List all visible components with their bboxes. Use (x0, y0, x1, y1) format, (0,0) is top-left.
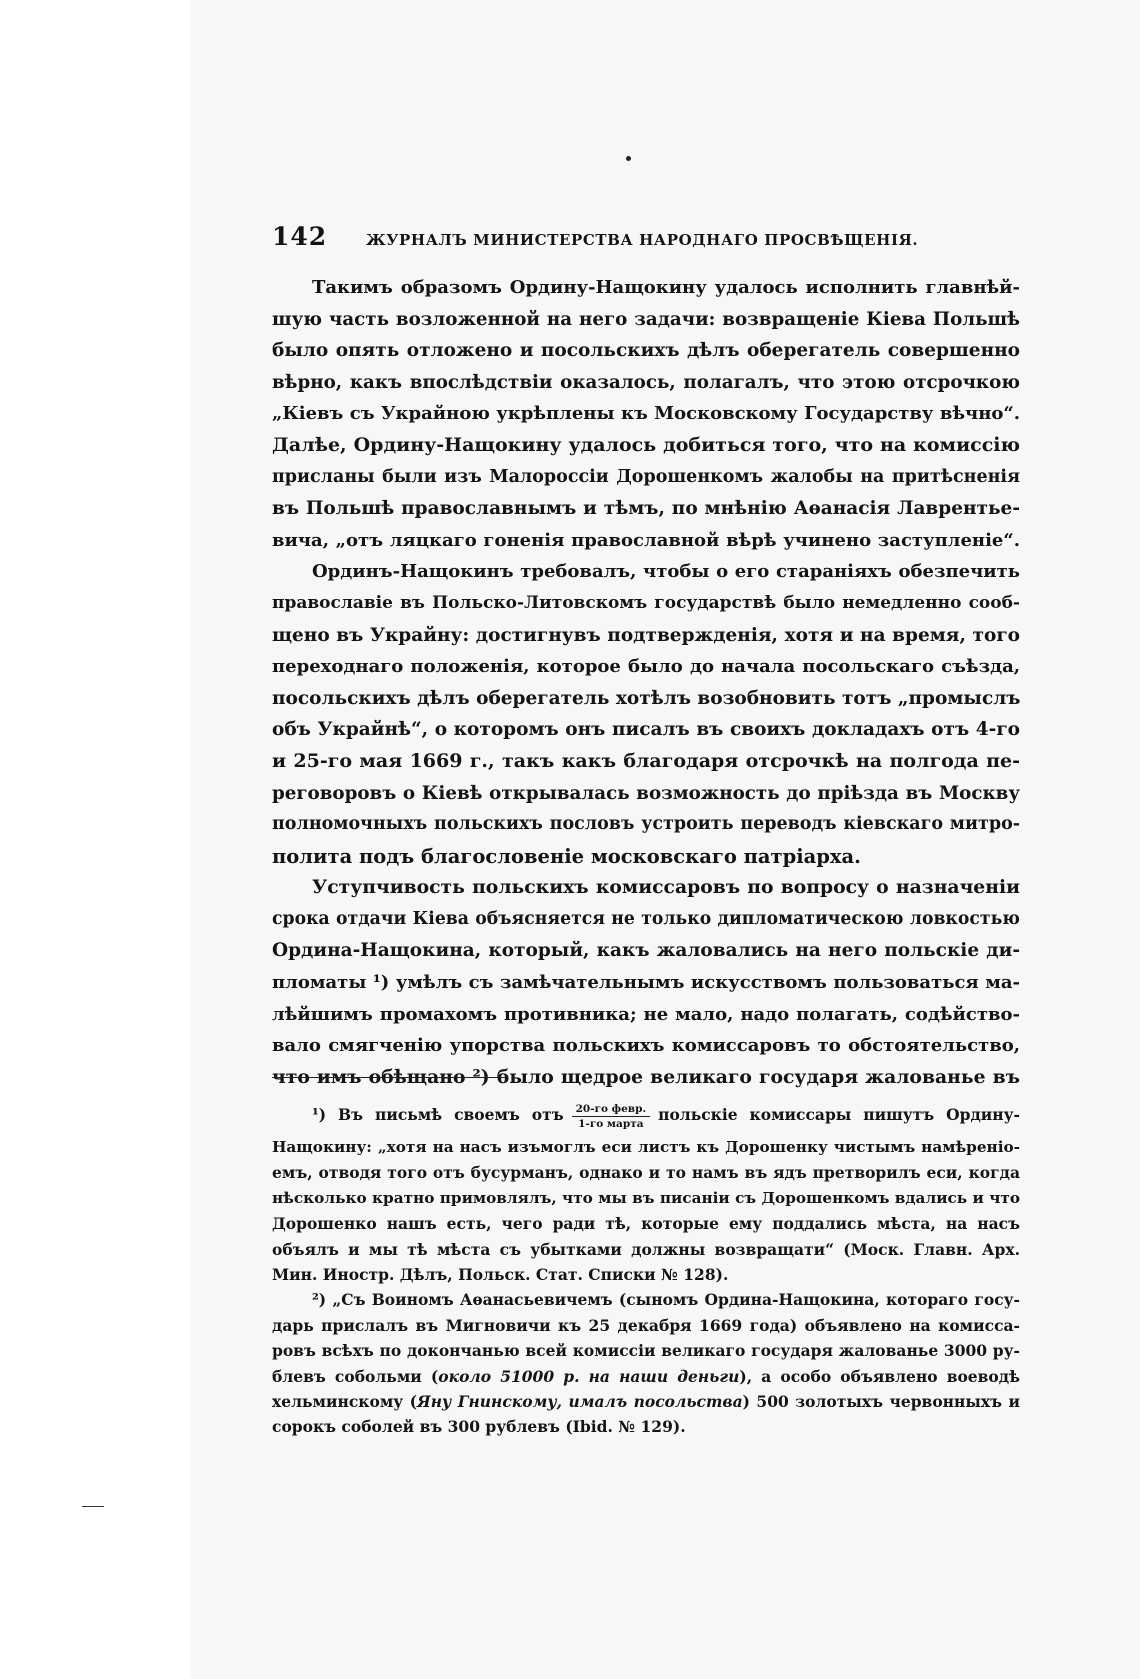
text-line: и 25-го мая 1669 г., такъ какъ благодаря отсрочкѣ на полгода пе- (272, 749, 1020, 772)
journal-title: ЖУРНАЛЪ МИНИСТЕРСТВА НАРОДНАГО ПРОСВѢЩЕНІЯ. (366, 231, 919, 249)
text-line: шую часть возложенной на него задачи: возвращеніе Кіева Польшѣ (272, 308, 1020, 330)
text-line: посольскихъ дѣлъ оберегатель хотѣлъ возобновить тотъ „промыслъ (272, 687, 1020, 709)
footnote-1-line: Нащокину: „хотя на насъ изъмоглъ еси листъ къ Дорошенку чистымъ намѣреніо- (272, 1138, 1020, 1156)
text-line: Далѣе, Ордину-Нащокину удалось добиться того, что на комиссію (272, 433, 1020, 456)
page-number: 142 (272, 222, 328, 251)
page-margin (0, 0, 190, 1679)
footnote-1-line: Дорошенко нашъ есть, чего ради тѣ, которые ему поддались мѣста, на насъ (272, 1214, 1020, 1234)
text-line: православіе въ Польско-Литовскомъ государствѣ было немедленно сооб- (272, 592, 1020, 613)
footnote-1-line: объялъ и мы тѣ мѣста съ убытками должны возвращати“ (Моск. Главн. Арх. (272, 1239, 1020, 1259)
text-line: полномочныхъ польскихъ пословъ устроить переводъ кіевскаго митро- (272, 814, 1020, 835)
footnote-2-italic: Яну Гнинскому, ималъ посольства (417, 1391, 743, 1411)
body-text (272, 272, 1020, 1093)
footnote-2-text: ), а особо объявлено воеводѣ (739, 1366, 1020, 1386)
margin-mark (82, 1506, 104, 1507)
footnote-2-text: блевъ собольми ( (272, 1366, 439, 1386)
text-line: Уступчивость польскихъ комиссаровъ по вопросу о назначеніи (312, 876, 1020, 899)
text-line: лѣйшимъ промахомъ противника; не мало, надо полагать, содѣйство- (272, 1003, 1020, 1025)
text-line: вѣрно, какъ впослѣдствіи оказалось, полагалъ, что этою отсрочкою (272, 371, 1020, 393)
text-line: полита подъ благословеніе московскаго патріарха. (272, 844, 861, 868)
footnote-1-line (272, 1095, 1020, 1135)
footnote-1-line: Мин. Иностр. Дѣлъ, Польск. Стат. Списки № 128). (272, 1264, 729, 1284)
footnote-2-line (272, 1389, 1020, 1414)
footnote-1-continuation: польскіе комиссары пишутъ Ордину- (658, 1105, 1020, 1124)
footnotes (272, 1095, 1020, 1440)
footnote-1-line: емъ, отводя того отъ бусурманъ, однако и то намъ въ ядъ претворилъ еси, когда (272, 1163, 1020, 1183)
footnote-2-text: ) 500 золотыхъ червонныхъ и (742, 1391, 1020, 1411)
footnote-2-text: хельминскому ( (272, 1391, 418, 1411)
text-line: „Кіевъ съ Украйною укрѣплены къ Московскому Государству вѣчно“. (272, 403, 1020, 425)
text-line: въ Польшѣ православнымъ и тѣмъ, по мнѣнію Аѳанасія Лаврентье- (272, 498, 1020, 520)
footnote-1-marker: ¹) Въ письмѣ своемъ отъ (312, 1105, 564, 1124)
footnote-2-italic: около 51000 р. на наши деньги (438, 1366, 740, 1386)
text-line: присланы были изъ Малороссіи Дорошенкомъ жалобы на притѣсненія (272, 466, 1020, 487)
text-line: срока отдачи Кіева объясняется не только дипломатическою ловкостью (272, 908, 1020, 929)
text-line: вало смягченію упорства польскихъ комиссаровъ то обстоятельство, (272, 1035, 1020, 1057)
date-fraction (572, 1103, 651, 1130)
text-line: реговоровъ о Кіевѣ открывалась возможность до пріѣзда въ Москву (272, 782, 1020, 804)
footnote-2-line (272, 1364, 1020, 1389)
running-header (272, 222, 1032, 258)
footnote-2-line: ровъ всѣхъ по докончанью всей комиссіи великаго государя жалованье 3000 ру- (272, 1341, 1020, 1361)
footnote-2-line: ²) „Съ Воиномъ Аѳанасьевичемъ (сыномъ Ордина-Нащокина, котораго госу- (312, 1290, 1020, 1310)
text-line: вича, „отъ ляцкаго гоненія православной вѣрѣ учинено заступленіе“. (272, 529, 1020, 551)
text-line: переходнаго положенія, которое было до начала посольскаго съѣзда, (272, 656, 1020, 678)
fraction-numerator: 20-го февр. (572, 1103, 651, 1117)
footnote-1-line: нѣсколько кратно примовлялъ, что мы въ писаніи съ Дорошенкомъ вдались и что (272, 1188, 1020, 1207)
text-line: щено въ Украйну: достигнувъ подтвержденія, хотя и на время, того (272, 624, 1020, 646)
text-line: что имъ обѣщано ²) было щедрое великаго государя жалованье въ (272, 1065, 1020, 1088)
text-line: было опять отложено и посольскихъ дѣлъ оберегатель совершенно (272, 340, 1020, 362)
footnote-divider (272, 1077, 507, 1078)
footnote-2-line: сорокъ соболей въ 300 рублевъ (Ibid. № 129). (272, 1417, 686, 1437)
footnote-2-line: дарь прислалъ въ Мигновичи къ 25 декабря 1669 года) объявлено на комисса- (272, 1315, 1020, 1335)
text-line: Ординъ-Нащокинъ требовалъ, чтобы о его стараніяхъ обезпечить (312, 561, 1020, 583)
fraction-denominator: 1-го марта (578, 1117, 644, 1130)
text-line: Ордина-Нащокина, который, какъ жаловались на него польскіе ди- (272, 940, 1020, 962)
text-line: объ Украйнѣ“, о которомъ онъ писалъ въ своихъ докладахъ отъ 4-го (272, 719, 1020, 741)
ink-dot (626, 156, 631, 161)
text-line: Такимъ образомъ Ордину-Нащокину удалось исполнить главнѣй- (312, 277, 1020, 298)
text-line: пломаты ¹) умѣлъ съ замѣчательнымъ искусствомъ пользоваться ма- (272, 972, 1020, 994)
